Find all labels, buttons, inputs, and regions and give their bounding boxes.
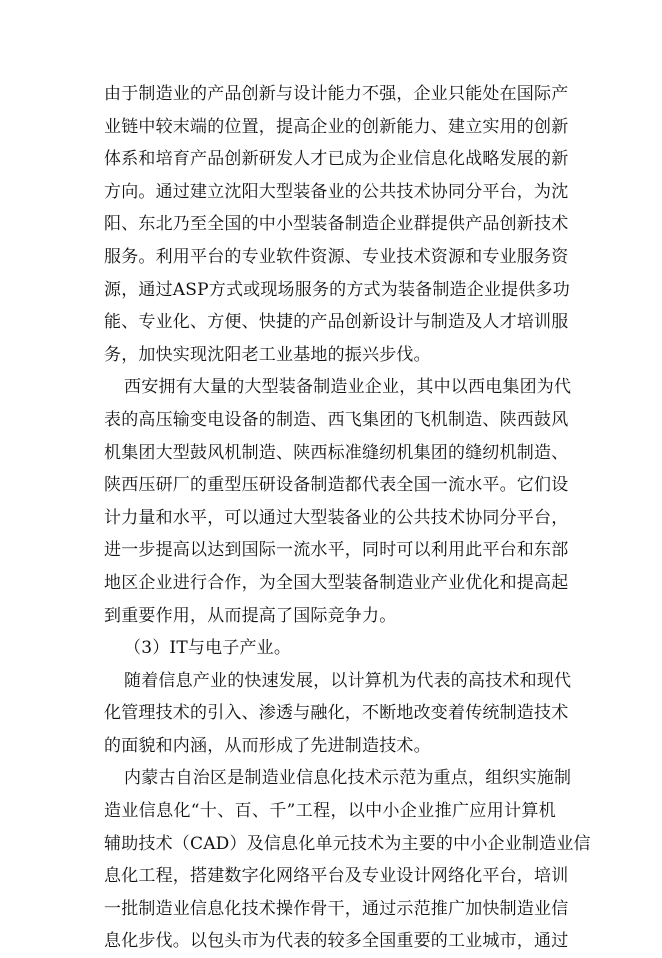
- text-line: 表的高压输变电设备的制造、西飞集团的飞机制造、陕西鼓风: [104, 409, 569, 430]
- text-line: 进一步提高以达到国际一流水平，同时可以利用此平台和东部: [104, 540, 569, 561]
- text-line: 西安拥有大量的大型装备制造业企业，其中以西电集团为代: [124, 377, 572, 398]
- text-line: 源，通过ASP方式或现场服务的方式为装备制造企业提供多功: [104, 279, 570, 300]
- text-line: 计力量和水平，可以通过大型装备业的公共技术协同分平台，: [104, 507, 569, 528]
- text-line: 一批制造业信息化技术操作骨干，通过示范推广加快制造业信: [104, 898, 569, 919]
- text-line: 的面貌和内涵，从而形成了先进制造技术。: [104, 735, 431, 756]
- text-line: 陕西压研厂的重型压研设备制造都代表全国一流水平。它们设: [104, 475, 569, 496]
- text-line: 服务。利用平台的专业软件资源、专业技术资源和专业服务资: [104, 246, 569, 267]
- text-line: 地区企业进行合作，为全国大型装备制造业产业优化和提高起: [104, 572, 569, 593]
- text-line: 务，加快实现沈阳老工业基地的振兴步伐。: [104, 344, 431, 365]
- text-line: 到重要作用，从而提高了国际竞争力。: [104, 605, 397, 626]
- text-line: 能、专业化、方便、快捷的产品创新设计与制造及人才培训服: [104, 312, 569, 333]
- text-line: 辅助技术（CAD）及信息化单元技术为主要的中小企业制造业信: [104, 833, 591, 854]
- text-line: 体系和培育产品创新研发人才已成为企业信息化战略发展的新: [104, 149, 569, 170]
- text-line: 造业信息化“十、百、千”工程，以中小企业推广应用计算机: [104, 801, 556, 822]
- body-text: [104, 78, 591, 958]
- text-line: 息化步伐。以包头市为代表的较多全国重要的工业城市，通过: [104, 931, 569, 952]
- text-line: 化管理技术的引入、渗透与融化，不断地改变着传统制造技术: [104, 703, 569, 724]
- text-line: 阳、东北乃至全国的中小型装备制造企业群提供产品创新技术: [104, 214, 569, 235]
- text-line: 随着信息产业的快速发展，以计算机为代表的高技术和现代: [124, 670, 572, 691]
- text-line: 方向。通过建立沈阳大型装备业的公共技术协同分平台，为沈: [104, 181, 569, 202]
- text-line: 业链中较末端的位置，提高企业的创新能力、建立实用的创新: [104, 116, 569, 137]
- text-line: 内蒙古自治区是制造业信息化技术示范为重点，组织实施制: [124, 768, 572, 789]
- text-line: 机集团大型鼓风机制造、陕西标准缝纫机集团的缝纫机制造、: [104, 442, 569, 463]
- text-line: 息化工程，搭建数字化网络平台及专业设计网络化平台，培训: [104, 866, 569, 887]
- text-line: （3）IT与电子产业。: [124, 638, 292, 659]
- text-line: 由于制造业的产品创新与设计能力不强，企业只能处在国际产: [104, 84, 569, 104]
